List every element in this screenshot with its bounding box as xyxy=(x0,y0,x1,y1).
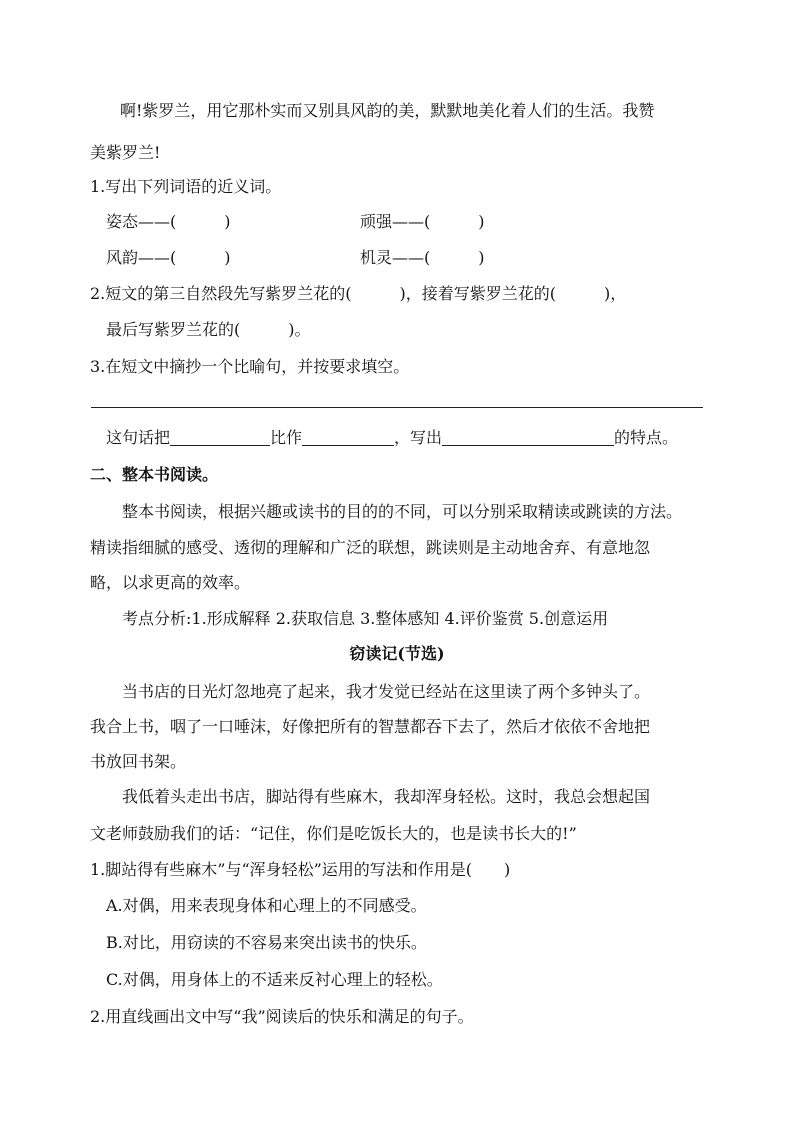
fill-text: 的特点。 xyxy=(614,428,679,447)
exam-points: 考点分析:1.形成解释 2.获取信息 3.整体感知 4.评价鉴赏 5.创意运用 xyxy=(122,609,609,628)
section-heading: 二、整本书阅读。 xyxy=(90,465,219,484)
fill-text: ，写出 xyxy=(394,428,443,447)
fill-blank[interactable] xyxy=(302,429,394,446)
question-2-cont: 最后写紫罗兰花的( )。 xyxy=(106,320,311,339)
passage-2-line: 我低着头走出书店，脚站得有些麻木，我却浑身轻松。这时，我总会想起国 xyxy=(122,787,651,806)
synonym-item: 顽强——( ) xyxy=(360,212,485,231)
synonym-item: 姿态——( ) xyxy=(106,212,231,231)
question-3-fill xyxy=(106,428,678,448)
fill-text: 比作 xyxy=(270,428,303,447)
question-3: 3.在短文中摘抄一个比喻句，并按要求填空。 xyxy=(90,357,410,376)
option-b: B.对比，用窃读的不容易来突出读书的快乐。 xyxy=(106,933,427,952)
question-2: 2.用直线画出文中写“我”阅读后的快乐和满足的句子。 xyxy=(90,1007,474,1026)
passage-2-line: 文老师鼓励我们的话：“记住，你们是吃饭长大的，也是读书长大的!” xyxy=(90,824,577,843)
passage-1-line: 啊!紫罗兰，用它那朴实而又别具风韵的美，默默地美化着人们的生活。我赞 xyxy=(120,101,655,120)
intro-line: 整本书阅读，根据兴趣或读书的目的的不同，可以分别采取精读或跳读的方法。 xyxy=(122,502,683,521)
option-c: C.对偶，用身体上的不适来反衬心理上的轻松。 xyxy=(106,970,443,989)
passage-2-line: 我合上书，咽了一口唾沫，好像把所有的智慧都吞下去了，然后才依依不舍地把 xyxy=(90,717,651,736)
passage-2-line: 书放回书架。 xyxy=(90,752,187,771)
synonym-item: 风韵——( ) xyxy=(106,248,231,267)
answer-line xyxy=(91,407,703,408)
fill-blank[interactable] xyxy=(170,429,270,446)
fill-blank[interactable] xyxy=(442,429,614,446)
question-1: 1.写出下列词语的近义词。 xyxy=(90,177,282,196)
passage-2-line: 当书店的日光灯忽地亮了起来，我才发觉已经站在这里读了两个多钟头了。 xyxy=(122,682,651,701)
question-1: 1.脚站得有些麻木”与“浑身轻松”运用的写法和作用是( ) xyxy=(90,860,511,879)
intro-line: 精读指细腻的感受、透彻的理解和广泛的联想，跳读则是主动地舍弃、有意地忽 xyxy=(90,538,651,557)
synonym-item: 机灵——( ) xyxy=(360,248,485,267)
option-a: A.对偶，用来表现身体和心理上的不同感受。 xyxy=(106,896,427,915)
intro-line: 略，以求更高的效率。 xyxy=(90,573,251,592)
passage-1-line: 美紫罗兰! xyxy=(90,143,161,162)
passage-title: 窃读记(节选) xyxy=(349,644,445,663)
question-2: 2.短文的第三自然段先写紫罗兰花的( )，接着写紫罗兰花的( )， xyxy=(90,284,627,303)
fill-text: 这句话把 xyxy=(106,428,171,447)
